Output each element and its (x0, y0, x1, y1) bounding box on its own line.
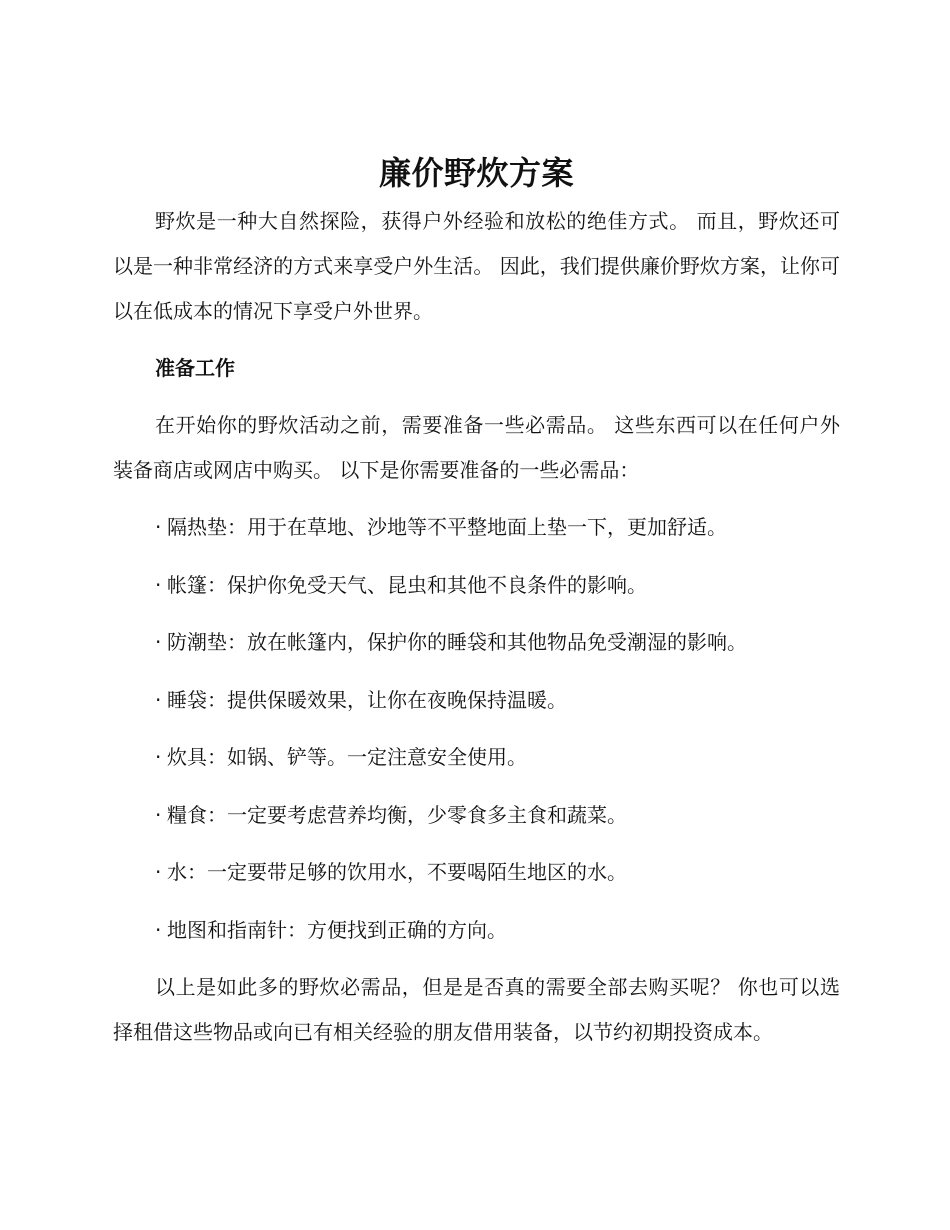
list-item (113, 735, 840, 780)
supplies-list (113, 505, 840, 953)
bullet-icon: · (155, 917, 162, 942)
list-item-text: 炊具：如锅、铲等。一定注意安全使用。 (167, 745, 527, 769)
bullet-icon: · (155, 745, 162, 769)
list-item (113, 793, 840, 838)
prep-paragraph: 在开始你的野炊活动之前，需要准备一些必需品。 这些东西可以在任何户外装备商店或网店中购买。 以下是你需要准备的一些必需品： (113, 413, 840, 482)
section-heading: 准备工作 (155, 356, 235, 380)
list-item (113, 620, 840, 665)
bullet-icon: · (155, 860, 162, 884)
bullet-icon: · (155, 630, 162, 654)
bullet-icon: · (155, 515, 162, 539)
bullet-icon: · (155, 687, 162, 712)
list-item (113, 908, 840, 953)
bullet-icon: · (155, 572, 162, 597)
list-item (113, 505, 840, 550)
document-page (113, 150, 840, 1055)
list-item-text: 地图和指南针：方便找到正确的方向。 (167, 917, 507, 942)
list-item (113, 850, 840, 895)
document-title: 廉价野炊方案 (378, 154, 574, 192)
list-item-text: 隔热垫：用于在草地、沙地等不平整地面上垫一下，更加舒适。 (167, 515, 727, 539)
list-item-text: 防潮垫：放在帐篷内，保护你的睡袋和其他物品免受潮湿的影响。 (167, 630, 747, 654)
closing-paragraph: 以上是如此多的野炊必需品，但是是否真的需要全部去购买呢？ 你也可以选择租借这些物品或向已有相关经验的朋友借用装备，以节约初期投资成本。 (113, 975, 840, 1044)
list-item (113, 678, 840, 723)
list-item-text: 帐篷：保护你免受天气、昆虫和其他不良条件的影响。 (167, 572, 647, 597)
list-item (113, 563, 840, 608)
list-item-text: 水：一定要带足够的饮用水，不要喝陌生地区的水。 (167, 860, 627, 884)
intro-paragraph: 野炊是一种大自然探险，获得户外经验和放松的绝佳方式。 而且，野炊还可以是一种非常经济的方式来享受户外生活。 因此，我们提供廉价野炊方案，让你可以在低成本的情况下享受户外世界。 (113, 209, 840, 323)
list-item-text: 糧食：一定要考虑营养均衡，少零食多主食和蔬菜。 (167, 802, 627, 827)
list-item-text: 睡袋：提供保暖效果，让你在夜晚保持温暖。 (167, 687, 567, 712)
bullet-icon: · (155, 802, 162, 827)
